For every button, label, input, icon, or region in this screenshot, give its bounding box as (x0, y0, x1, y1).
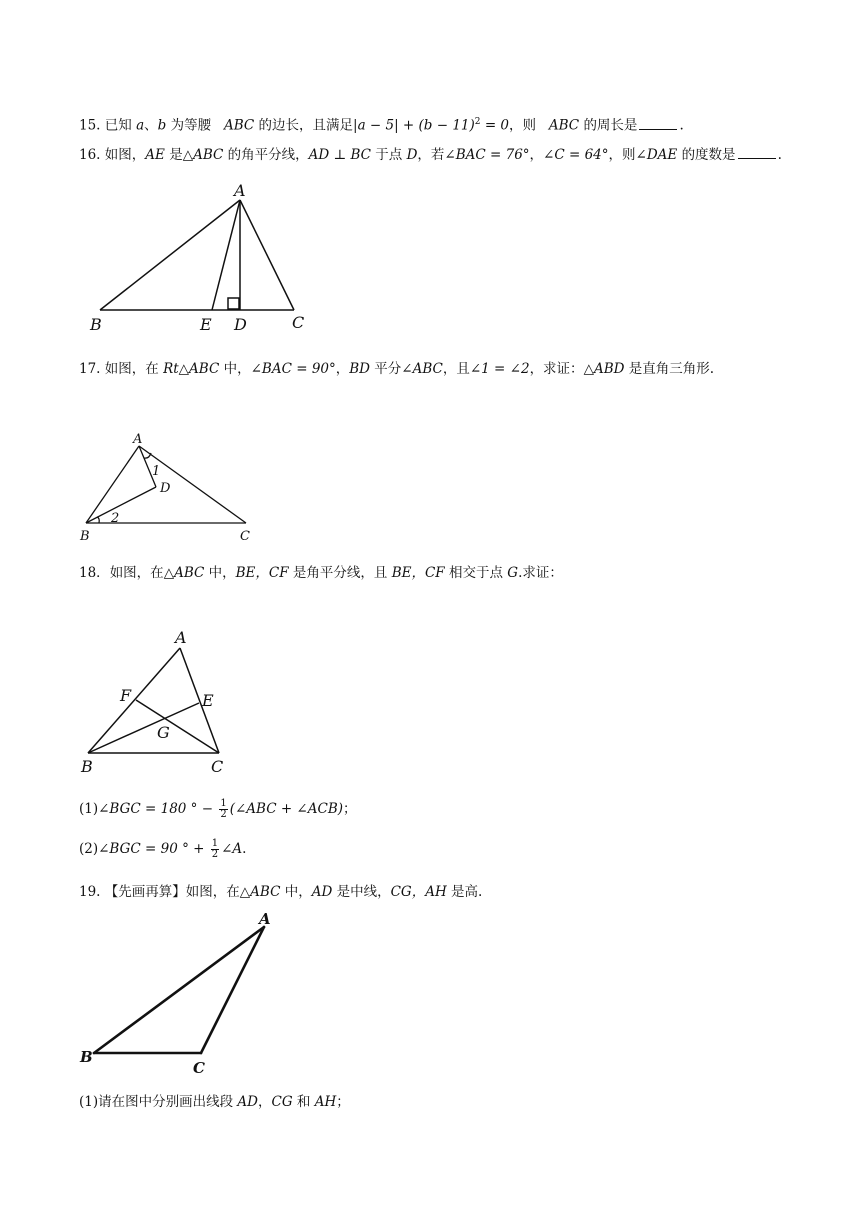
label-a: A (234, 181, 246, 200)
q19p1-sep: ， (258, 1094, 272, 1110)
segment-ab (86, 446, 139, 523)
q15-period: . (679, 117, 684, 134)
q17-text: 中， (223, 361, 251, 377)
q17-triangle: Rt△ABC (163, 361, 220, 377)
q16-angle-c: ∠C = 64° (543, 147, 609, 163)
q16-text: 如图， (104, 147, 146, 163)
q19-text: 是高. (451, 884, 483, 900)
q19-text: 是中线， (336, 884, 391, 900)
q18-text: 如图，在 (109, 565, 164, 581)
q16-text: 的度数是 (681, 147, 736, 163)
label-e: E (200, 315, 212, 334)
label-g: G (157, 723, 170, 742)
q19p1-ah: AH (314, 1094, 337, 1110)
q16-ae: AE (145, 147, 165, 163)
q18-text: .求证： (518, 565, 563, 581)
label-c: C (292, 313, 305, 332)
q15-text: ，则 (509, 117, 537, 134)
q19-triangle: △ABC (239, 884, 281, 900)
q16-text: ，则 (608, 147, 636, 163)
q17-number: 17. (79, 361, 101, 377)
q15-exponent: 2 (474, 117, 481, 127)
q17-triangle-abd: △ABD (583, 361, 625, 377)
q17-angle: ∠BAC = 90° (250, 361, 336, 377)
segment-ac (180, 648, 219, 753)
question-18-part-1 (79, 796, 357, 822)
q15-var-a: a (136, 117, 145, 134)
q15-text: 已知 (104, 117, 132, 134)
label-a: A (175, 628, 187, 647)
question-19-part-1 (79, 1092, 350, 1112)
question-18-part-2 (79, 836, 246, 862)
fraction-numerator: 1 (211, 838, 219, 849)
q16-text: 于点 (375, 147, 403, 163)
q15-text: 的周长是 (583, 117, 638, 134)
label-a: A (133, 432, 143, 447)
answer-blank[interactable] (738, 146, 776, 159)
segment-ac (139, 446, 246, 523)
fraction-numerator: 1 (220, 798, 227, 809)
question-18 (79, 563, 563, 583)
label-d: D (234, 315, 247, 334)
right-angle-mark (228, 298, 239, 309)
segment-ac (201, 927, 264, 1053)
label-f: F (120, 686, 132, 705)
q18-point-g: G (507, 565, 519, 581)
q18p2-rhs: ∠A (221, 841, 243, 857)
segment-cf (136, 700, 219, 753)
angle-1-arc (144, 453, 151, 458)
q19-text: 中， (284, 884, 312, 900)
q18p2-lhs: ∠BGC = 90 ° + (98, 841, 205, 857)
q17-text: 平分 (374, 361, 402, 377)
q18-text: 中， (208, 565, 236, 581)
q15-number: 15. (79, 117, 101, 134)
q16-angle-dae: ∠DAE (635, 147, 678, 163)
q17-equation: ∠1 = ∠2 (469, 361, 530, 377)
q18-text: 是角平分线，且 (292, 565, 388, 581)
label-c: C (193, 1059, 205, 1077)
q18-bisectors: BE，CF (391, 565, 445, 581)
answer-blank[interactable] (639, 117, 677, 130)
segment-ad (139, 446, 156, 487)
q18-text: 相交于点 (448, 565, 503, 581)
q19-number: 19. (79, 884, 101, 900)
label-b: B (80, 1048, 93, 1066)
label-angle-2: 2 (111, 511, 120, 526)
label-b: B (80, 529, 90, 544)
q15-text: 为等腰 (170, 117, 212, 134)
q17-angle-abc: ∠ABC (401, 361, 443, 377)
q16-number: 16. (79, 147, 101, 163)
q16-text: 的角平分线， (227, 147, 309, 163)
q16-angle-bac: ∠BAC = 76° (444, 147, 530, 163)
q15-triangle: ABC (223, 117, 255, 134)
fraction-half (211, 839, 219, 860)
q19p1-ad: AD (237, 1094, 258, 1110)
q19p1-cg: CG (271, 1094, 293, 1110)
question-16 (79, 145, 782, 165)
q19-heights: CG，AH (390, 884, 447, 900)
q19-tag: 【先画再算】 (104, 884, 186, 900)
label-d: D (160, 481, 171, 496)
q17-text: ，求证： (529, 361, 584, 377)
q19-ad: AD (311, 884, 333, 900)
q16-perp: AD ⊥ BC (308, 147, 371, 163)
q15-var-b: b (157, 117, 167, 134)
question-15 (79, 112, 684, 136)
q18p1-end: ； (343, 801, 357, 817)
label-b: B (81, 757, 93, 776)
segment-ac (240, 200, 294, 310)
segment-bd (86, 487, 156, 523)
segment-ab (94, 927, 264, 1053)
label-angle-1: 1 (152, 464, 161, 479)
segment-ae (212, 200, 240, 310)
q16-text: ，若 (417, 147, 445, 163)
label-e: E (202, 691, 214, 710)
question-19 (79, 882, 482, 902)
q17-text: 是直角三角形. (628, 361, 715, 377)
q16-point-d: D (406, 147, 418, 163)
q17-text: ， (335, 361, 350, 377)
q16-text: ， (529, 147, 544, 163)
fraction-denominator: 2 (211, 849, 219, 860)
q15-equation-rhs: = 0 (480, 117, 510, 134)
q16-text: 是 (169, 147, 183, 163)
q18-triangle: △ABC (163, 565, 205, 581)
q18p1-lhs: ∠BGC = 180 ° − (98, 801, 214, 817)
q15-triangle: ABC (548, 117, 580, 134)
q18p2-end: . (242, 841, 247, 857)
q19p1-text: (1)请在图中分别画出线段 (79, 1094, 234, 1110)
question-17 (79, 359, 714, 379)
q16-period: . (777, 147, 782, 163)
q19p1-and: 和 (296, 1094, 311, 1110)
label-a: A (259, 910, 271, 928)
q15-text: 的边长，且满足 (258, 117, 354, 134)
segment-ab (100, 200, 240, 310)
q15-sep: 、 (144, 117, 158, 134)
q18p1-lead: (1) (79, 801, 99, 817)
q19-text: 如图，在 (185, 884, 240, 900)
q17-text: 如图，在 (104, 361, 159, 377)
label-c: C (211, 757, 224, 776)
q18p2-lead: (2) (79, 841, 99, 857)
segment-ab (88, 648, 180, 753)
fraction-half (219, 799, 227, 820)
q17-bd: BD (349, 361, 370, 377)
q17-text: ，且 (442, 361, 470, 377)
fraction-denominator: 2 (220, 809, 227, 820)
q19p1-end: ； (336, 1094, 350, 1110)
segment-be (88, 703, 199, 753)
q18-bisectors: BE，CF (235, 565, 289, 581)
q15-equation: |a − 5| + (b − 11) (353, 117, 475, 134)
q16-triangle: △ABC (182, 147, 224, 163)
angle-2-arc (97, 517, 99, 523)
label-c: C (240, 529, 250, 544)
label-b: B (90, 315, 102, 334)
q18p1-rhs: (∠ABC + ∠ACB) (229, 801, 344, 817)
q18-number: 18． (79, 565, 110, 581)
